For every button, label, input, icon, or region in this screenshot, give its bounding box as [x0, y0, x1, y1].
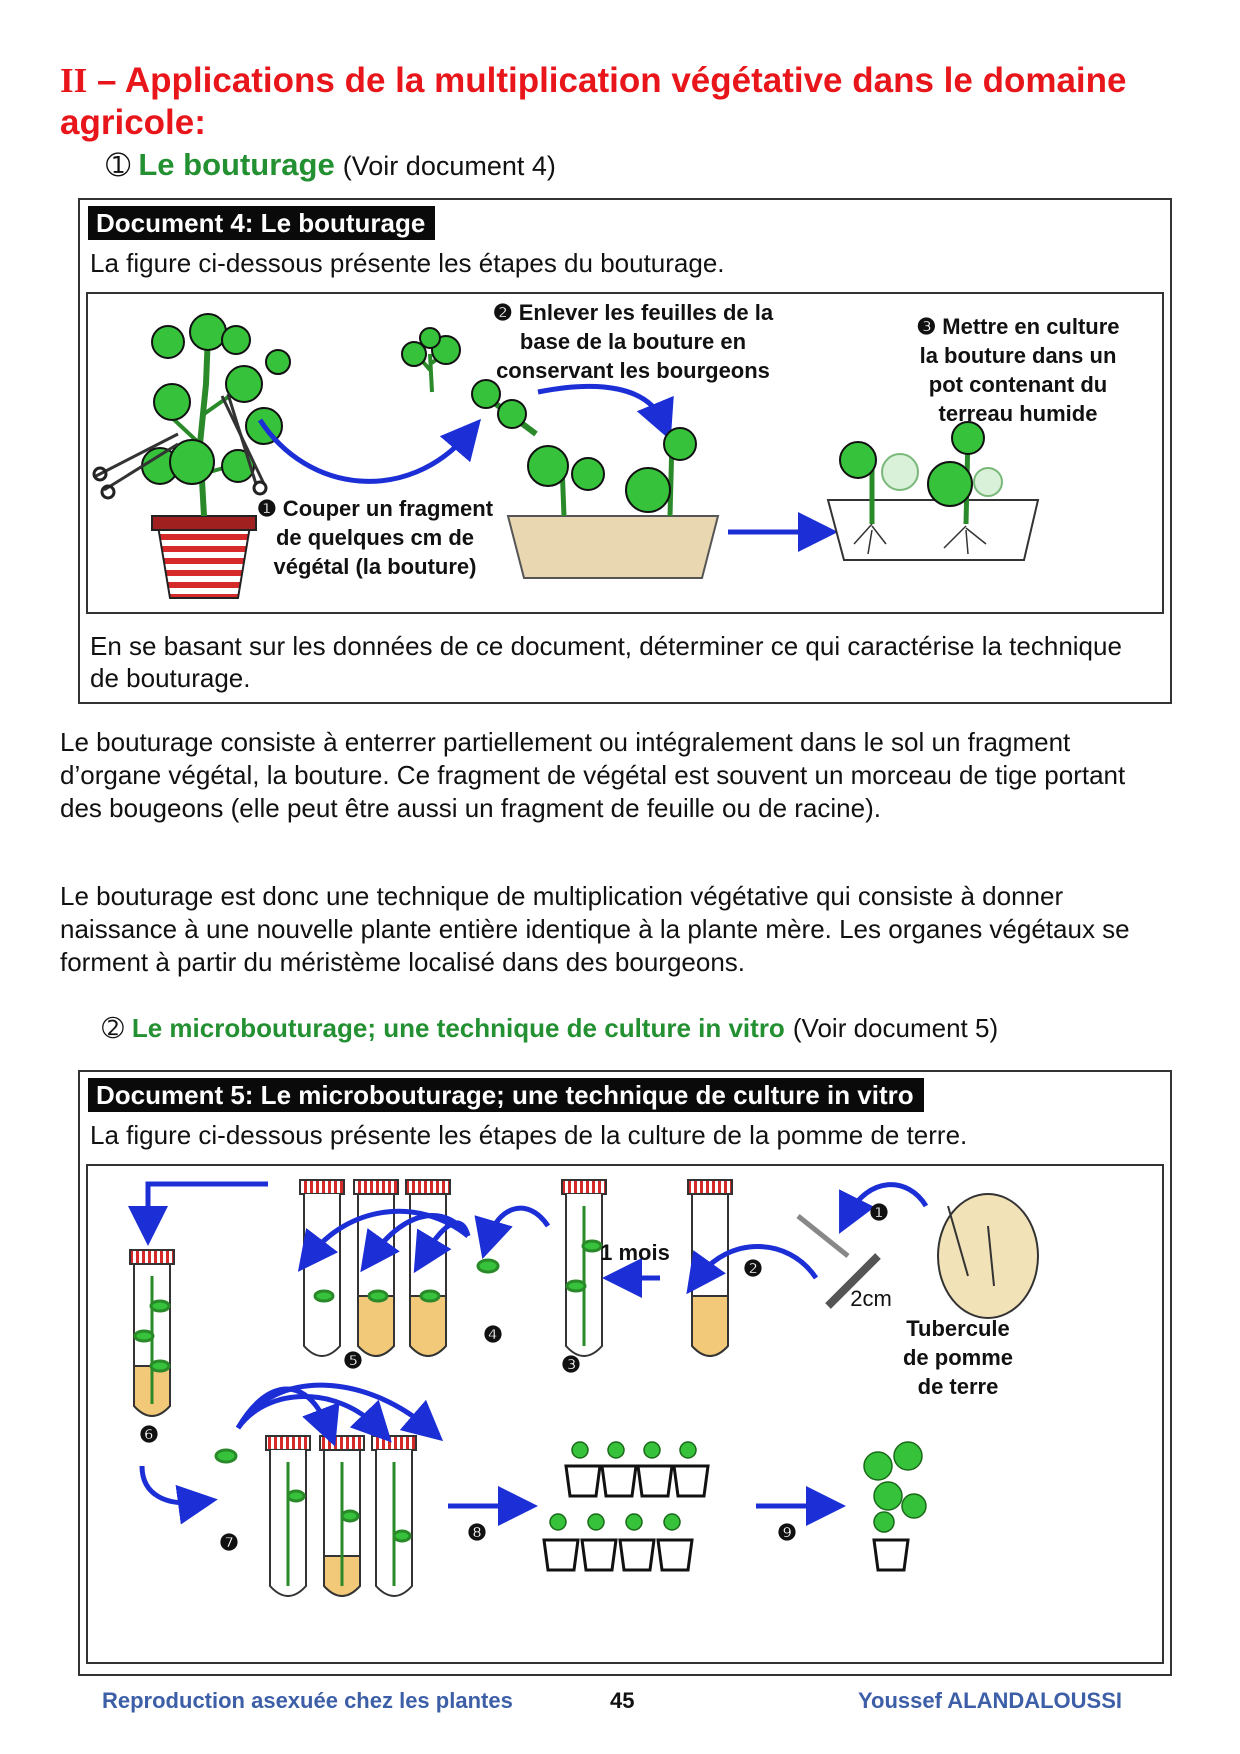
section2-number: ➁	[102, 1013, 124, 1043]
step-2-number: ❷	[743, 1256, 763, 1281]
doc5-intro: La figure ci-dessous présente les étapes de la culture de la pomme de terre.	[90, 1120, 968, 1150]
doc4-figure	[86, 292, 1164, 614]
footer-page-number: 45	[610, 1688, 635, 1713]
step-1-number: ❶	[869, 1200, 889, 1225]
step-7-number: ❼	[219, 1530, 239, 1555]
step1-label: ❶ Couper un fragment de quelques cm de végétal (la bouture)	[256, 496, 494, 579]
duration-label: 1 mois	[600, 1240, 670, 1265]
section1-title	[106, 147, 556, 183]
step-4-number: ❹	[483, 1322, 503, 1347]
section2-ref: (Voir document 5)	[792, 1013, 999, 1043]
section1-number: ➀	[106, 150, 131, 182]
document-4	[78, 198, 1172, 704]
plantlets	[135, 1206, 601, 1586]
footer-author: Youssef ALANDALOUSSI	[858, 1688, 1123, 1713]
arrow-2-down	[538, 386, 663, 422]
step2-label: ❷ Enlever les feuilles de la base de la bouture en conservant les bourgeons	[492, 300, 774, 383]
doc4-question: En se basant sur les données de ce document, déterminer ce qui caractérise la technique de bouturage.	[90, 631, 1122, 693]
document-5	[78, 1070, 1172, 1676]
soil-tray-2	[508, 428, 718, 578]
heading-text: – Applications de la multiplication végétative dans le domaine agricole:	[60, 61, 1127, 142]
doc4-intro: La figure ci-dessous présente les étapes du bouturage.	[90, 248, 725, 278]
potato-tuber	[938, 1194, 1038, 1318]
footer-course: Reproduction asexuée chez les plantes	[102, 1688, 513, 1713]
step-6-number: ❻	[139, 1422, 159, 1447]
doc5-figure	[86, 1164, 1164, 1664]
doc4-tag: Document 4: Le bouturage	[88, 206, 435, 240]
length-label: 2cm	[850, 1286, 892, 1311]
section1-label: Le bouturage	[138, 147, 335, 182]
doc5-tag: Document 5: Le microbouturage; une technique de culture in vitro	[88, 1078, 924, 1112]
step3-label: ❸ Mettre en culture la bouture dans un pot contenant du terreau humide	[916, 314, 1120, 426]
step-9-number: ❾	[777, 1520, 797, 1545]
heading-roman: II	[60, 61, 88, 100]
paragraph-1: Le bouturage consiste à enterrer partiellement ou intégralement dans le sol un fragment d’organe végétal, la bouture. Ce fragment de végétal est souvent un morceau de tige portant des bougeons (elle peut être aussi un fragment de feuille ou de racine).	[60, 727, 1126, 823]
flow-arrows	[142, 1184, 926, 1506]
page-title	[60, 60, 1180, 144]
culture-tray-3	[828, 422, 1038, 560]
step-3-number: ❸	[561, 1352, 581, 1377]
section2-label: Le microbouturage; une technique de culture in vitro	[131, 1013, 785, 1043]
paragraph-2: Le bouturage est donc une technique de multiplication végétative qui consiste à donner naissance à une nouvelle plante entière identique à la plante mère. Les organes végétaux se forment à partir du méristème localisé dans des bourgeons.	[60, 881, 1130, 977]
section1-ref: (Voir document 4)	[342, 151, 556, 181]
arrow-1-2	[260, 420, 468, 481]
tuber-label: Tubercule de pomme de terre	[902, 1316, 1014, 1399]
section2-title	[102, 1012, 998, 1045]
step-8-number: ❽	[467, 1520, 487, 1545]
step-5-number: ❺	[343, 1348, 363, 1373]
